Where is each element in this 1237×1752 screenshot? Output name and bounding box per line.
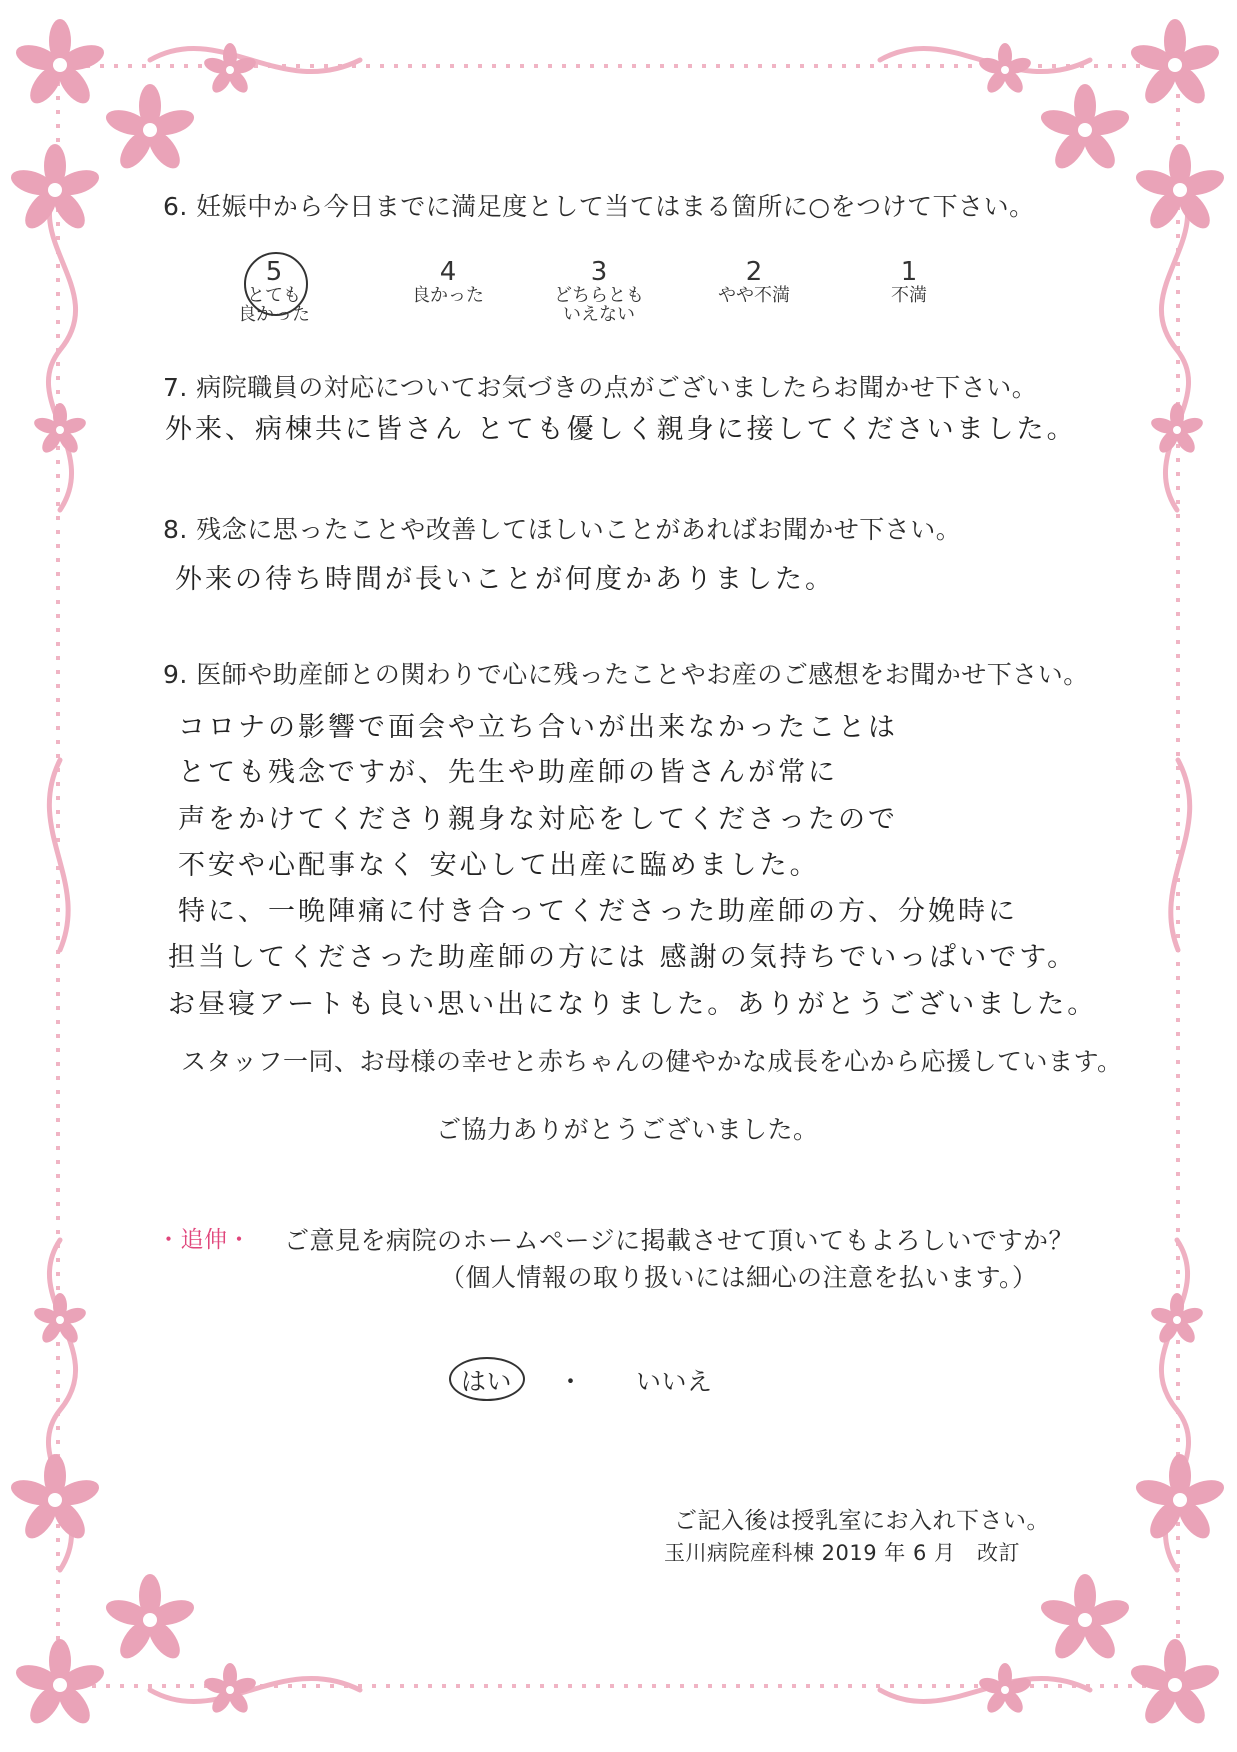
postscript-note: （個人情報の取り扱いには細心の注意を払います。） xyxy=(440,1263,1038,1292)
question-8: 8. 残念に思ったことや改善してほしいことがあればお聞かせ下さい。 xyxy=(163,515,962,544)
answer-8: 外来の待ち時間が長いことが何度かありました。 xyxy=(175,564,835,595)
rating-1-label-line1: 不満 xyxy=(891,285,927,306)
answer-9-line-1: コロナの影響で面会や立ち合いが出来なかったことは xyxy=(178,712,898,743)
answer-9-line-5: 特に、一晩陣痛に付き合ってくださった助産師の方、分娩時に xyxy=(178,896,1018,927)
answer-yes[interactable]: はい xyxy=(461,1367,513,1396)
rating-option-2[interactable] xyxy=(684,258,824,305)
rating-2-label-line1: やや不満 xyxy=(718,285,790,306)
answer-separator: ・ xyxy=(558,1367,584,1396)
rating-3-label-line1: どちらとも xyxy=(554,285,644,306)
question-9: 9. 医師や助産師との関わりで心に残ったことやお産のご感想をお聞かせ下さい。 xyxy=(163,660,1089,689)
footer-revision: 玉川病院産科棟 2019 年 6 月 改訂 xyxy=(664,1541,1021,1565)
answer-9-line-2: とても残念ですが、先生や助産師の皆さんが常に xyxy=(178,757,838,788)
rating-5-label-line2: 良かった xyxy=(238,304,310,325)
rating-3-number: 3 xyxy=(590,257,608,287)
answer-7: 外来、病棟共に皆さん とても優しく親身に接してくださいました。 xyxy=(165,414,1077,445)
rating-3-label-line2: いえない xyxy=(563,304,635,325)
rating-option-5[interactable] xyxy=(204,258,344,324)
rating-5-number: 5 xyxy=(265,257,283,287)
answer-9-line-6: 担当してくださった助産師の方には 感謝の気持ちでいっぱいです。 xyxy=(168,942,1078,973)
postscript-question: ご意見を病院のホームページに掲載させて頂いてもよろしいですか？ xyxy=(284,1226,1075,1255)
rating-5-label-line1: とても xyxy=(247,285,301,306)
rating-option-4[interactable] xyxy=(378,258,518,305)
rating-4-label-line1: 良かった xyxy=(412,285,484,306)
question-6: 6. 妊娠中から今日までに満足度として当てはまる箇所に○をつけて下さい。 xyxy=(163,192,1035,221)
postscript-label: ・追伸・ xyxy=(157,1227,251,1253)
answer-no[interactable]: いいえ xyxy=(636,1367,713,1396)
answer-9-line-7: お昼寝アートも良い思い出になりました。ありがとうございました。 xyxy=(168,989,1098,1020)
rating-option-3[interactable] xyxy=(529,258,669,324)
answer-9-line-4: 不安や心配事なく 安心して出産に臨めました。 xyxy=(178,850,820,881)
rating-4-number: 4 xyxy=(439,257,457,287)
answer-9-line-3: 声をかけてくださり親身な対応をしてくださったので xyxy=(178,804,898,835)
closing-thanks: ご協力ありがとうございました。 xyxy=(436,1115,819,1144)
rating-option-1[interactable] xyxy=(839,258,979,305)
rating-1-number: 1 xyxy=(900,257,918,287)
footer-instruction: ご記入後は授乳室にお入れ下さい。 xyxy=(674,1508,1050,1534)
closing-message: スタッフ一同、お母様の幸せと赤ちゃんの健やかな成長を心から応援しています。 xyxy=(181,1047,1123,1076)
rating-2-number: 2 xyxy=(745,257,763,287)
question-7: 7. 病院職員の対応についてお気づきの点がございましたらお聞かせ下さい。 xyxy=(163,373,1038,402)
